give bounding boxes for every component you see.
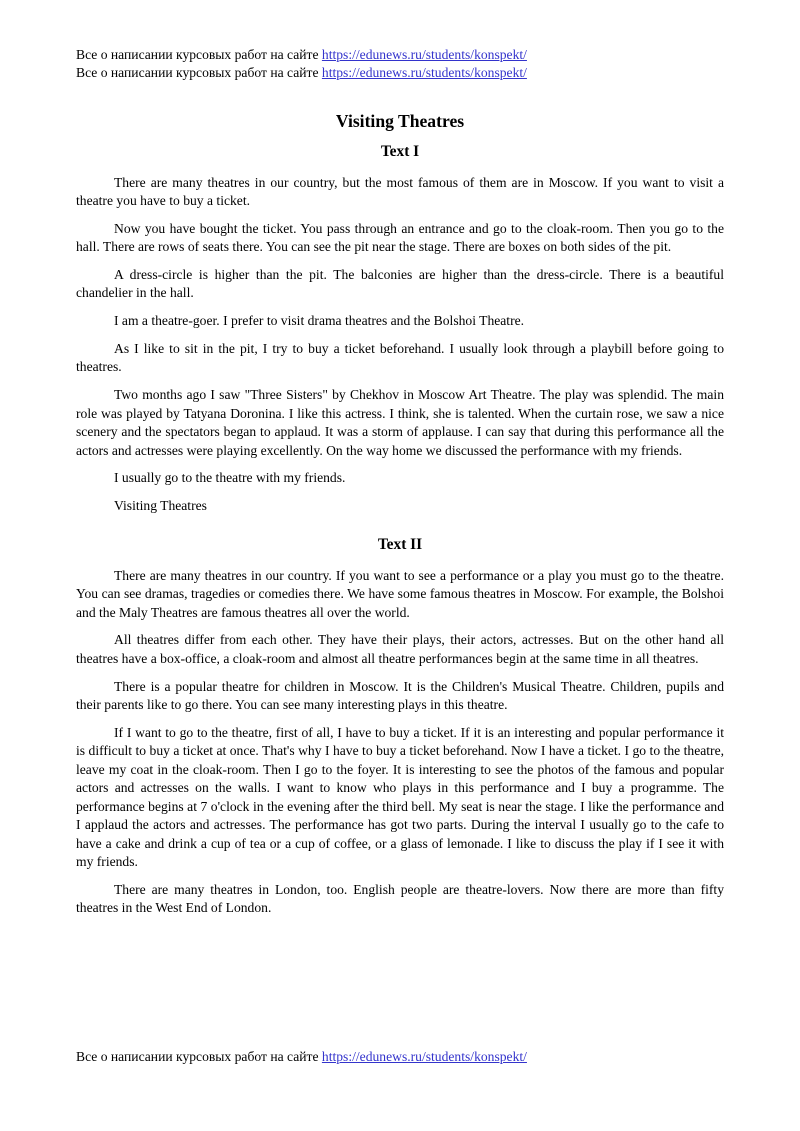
paragraph: I am a theatre-goer. I prefer to visit drama theatres and the Bolshoi Theatre. [114,313,525,329]
paragraph: I usually go to the theatre with my friends. [114,470,346,486]
paragraph: Now you have bought the ticket. You pass through an entrance and go to the cloak-room. Then you go to the hall. There are rows of seats there. You can see the pit near the stage. There are boxes on both sides of the pit. [76,220,724,255]
paragraph: There are many theatres in London, too. English people are theatre-lovers. Now there are more than fifty theatres in the West End of London. [76,881,724,916]
paragraph: As I like to sit in the pit, I try to buy a ticket beforehand. I usually look through a playbill before going to theatres. [76,340,724,375]
section-heading-text-i: Text I [380,142,420,160]
paragraph: There are many theatres in our country. If you want to see a performance or a play you must go to the theatre. You can see dramas, tragedies or comedies there. We have some famous theatres in Moscow. For example, the Bolshoi and the Maly Theatres are famous theatres all over the world. [76,567,724,620]
header-note-link[interactable]: https://edunews.ru/students/konspekt/ [321,65,527,81]
paragraph: If I want to go to the theatre, first of all, I have to buy a ticket. If it is an interesting and popular performance it is difficult to buy a ticket at once. That's why I have to buy a ticket beforehand. Now I have a ticket. I go to the theatre, leave my coat in the cloak-room. Then I go to the foyer. It is interesting to see the photos of the famous and popular actors and actresses on the walls. I want to know who plays in this performance and I buy a programme. The performance begins at 7 o'clock in the evening after the third bell. My seat is near the stage. I like the performance and I applaud the actors and actresses. The performance has got two parts. During the interval I usually go to the cafe to have a cake and drink a cup of tea or a cup of coffee, or a glass of lemonade. I like to discuss the play if I see it with my friends. [76,724,724,869]
footer-note-link[interactable]: https://edunews.ru/students/konspekt/ [321,1048,527,1064]
document-title: Visiting Theatres [335,110,465,131]
header-note-line-1 [76,46,724,64]
paragraph: There are many theatres in our country, but the most famous of them are in Moscow. If you want to visit a theatre you have to buy a ticket. [76,174,724,209]
footer-note [76,1048,724,1131]
paragraph: There is a popular theatre for children in Moscow. It is the Children's Musical Theatre. Children, pupils and their parents like to go there. You can see many interesting plays in this theatre. [76,678,724,713]
footer-note-text: Все о написании курсовых работ на сайте [76,1048,322,1064]
paragraph: Two months ago I saw "Three Sisters" by Chekhov in Moscow Art Theatre. The play was splendid. The main role was played by Tatyana Doronina. I like this actress. I think, she is talented. When the curtain rose, we saw a nice scenery and the spectators began to applaud. It was a storm of applause. I can say that during this performance all the actors and actresses were playing excellently. On the way home we discussed the performance with my friends. [76,387,724,458]
paragraph: Visiting Theatres [114,498,207,514]
paragraph: A dress-circle is higher than the pit. The balconies are higher than the dress-circle. There is a beautiful chandelier in the hall. [76,267,724,301]
header-note-text: Все о написании курсовых работ на сайте [76,47,322,62]
header-note-text: Все о написании курсовых работ на сайте [76,65,322,81]
section-heading-text-ii: Text II [377,535,423,553]
header-note-line-2 [76,64,724,82]
header-note-link[interactable]: https://edunews.ru/students/konspekt/ [321,47,527,62]
paragraph: All theatres differ from each other. They have their plays, their actors, actresses. But on the other hand all theatres have a box-office, a cloak-room and almost all theatre performances begin at the same time in all theatres. [76,632,724,666]
